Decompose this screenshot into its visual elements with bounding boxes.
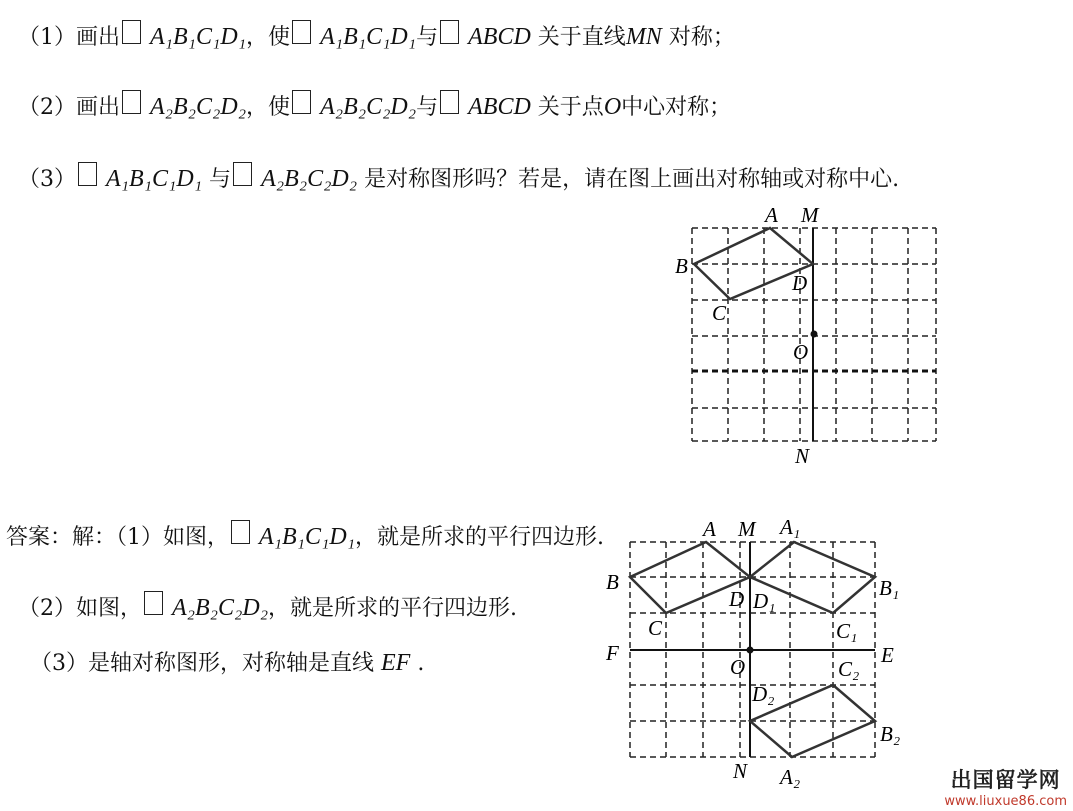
fig2-label-a1: A₁	[780, 515, 801, 539]
q2-rel: 与	[416, 95, 439, 120]
fig2-label-f: F	[606, 641, 619, 665]
a2-end: ，就是所求的平行四边形.	[268, 596, 518, 621]
fig1-label-c: C	[712, 301, 727, 325]
fig1-label-o: O	[793, 340, 809, 364]
q3-rel: 与	[209, 167, 232, 192]
q1-shape-2: A₁B₁C₁D₁	[320, 24, 417, 50]
q1-label: （1）画出	[18, 25, 120, 50]
fig2-label-c2: C₂	[838, 657, 860, 681]
fig2-label-d: D	[729, 587, 745, 611]
fig2-label-b: B	[606, 570, 619, 594]
q2-end: 中心对称；	[621, 95, 732, 120]
q2-text-mid: ，使	[246, 95, 291, 120]
a1-prefix: 答案：解：（1）如图，	[6, 525, 229, 550]
q3-label: （3）	[18, 167, 76, 192]
q1-end: 对称；	[668, 25, 735, 50]
a3-end: .	[417, 651, 425, 676]
q1-tail: 关于直线	[537, 25, 626, 50]
q1-shape-1: A₁B₁C₁D₁	[150, 24, 247, 50]
a2-shape: A₂B₂C₂D₂	[172, 595, 269, 621]
fig2-label-a2: A₂	[780, 765, 801, 789]
fig1-label-d: D	[792, 271, 808, 295]
fig2-label-c: C	[648, 616, 663, 640]
q2-shape-3: ABCD	[468, 94, 531, 120]
fig1-label-n: N	[795, 444, 810, 468]
figure-2	[605, 515, 900, 789]
fig2-label-n: N	[733, 759, 748, 783]
fig1-label-b: B	[675, 254, 688, 278]
q1-rel: 与	[416, 25, 439, 50]
q3-shape-1: A₁B₁C₁D₁	[106, 166, 203, 192]
a3-prefix: （3）是轴对称图形，对称轴是直线	[30, 651, 374, 676]
q2-shape-2: A₂B₂C₂D₂	[320, 94, 417, 120]
watermark	[944, 764, 1067, 809]
q1-line: MN	[625, 24, 662, 50]
figure-1	[675, 203, 936, 468]
q2-tail: 关于点	[537, 95, 604, 120]
q3-end: 是对称图形吗？若是，请在图上画出对称轴或对称中心.	[364, 167, 900, 192]
fig2-label-c1: C₁	[836, 619, 858, 643]
a2-prefix: （2）如图，	[18, 596, 142, 621]
q2-label: （2）画出	[18, 95, 120, 120]
fig1-label-a: A	[765, 203, 778, 227]
fig2-label-d1: D₁	[753, 589, 776, 613]
fig2-label-b1: B₁	[879, 576, 900, 600]
a1-shape: A₁B₁C₁D₁	[259, 524, 356, 550]
q1-shape-3: ABCD	[468, 24, 531, 50]
fig2-label-b2: B₂	[880, 722, 901, 746]
q2-shape-1: A₂B₂C₂D₂	[150, 94, 247, 120]
watermark-title: 出国留学网	[950, 768, 1061, 792]
watermark-url: www.liuxue86.com	[944, 794, 1067, 809]
fig2-label-o: O	[730, 655, 746, 679]
a3-line: EF	[381, 650, 411, 676]
fig2-label-d2: D₂	[752, 682, 775, 706]
fig1-label-m: M	[801, 203, 819, 227]
figure-2-point-o	[747, 647, 754, 654]
fig2-label-a: A	[703, 517, 716, 541]
a1-end: ，就是所求的平行四边形.	[355, 525, 605, 550]
fig2-label-e: E	[881, 643, 894, 667]
fig2-label-m: M	[738, 517, 756, 541]
figure-1-point-o	[811, 331, 818, 338]
q2-point: O	[603, 94, 622, 120]
q3-shape-2: A₂B₂C₂D₂	[261, 166, 358, 192]
q1-text-mid: ，使	[246, 25, 291, 50]
